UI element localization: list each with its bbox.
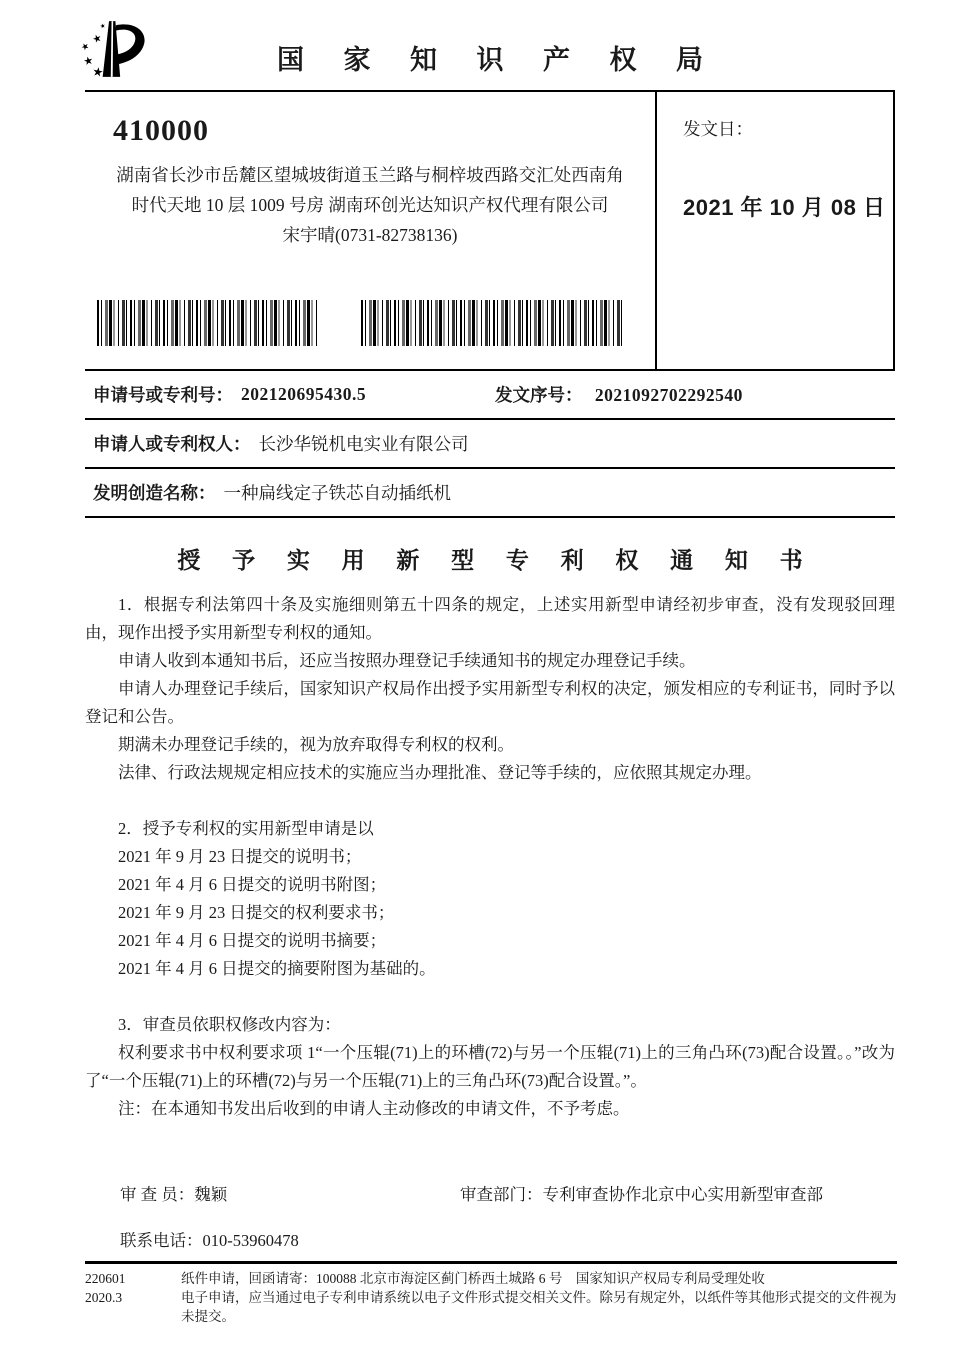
notice-paragraph: 2021 年 9 月 23 日提交的说明书； [118,847,362,866]
notice-paragraph: 2021 年 4 月 6 日提交的说明书附图； [118,875,387,894]
barcode-serial [361,300,625,346]
issue-date-value: 2021 年 10 月 08 日 [683,195,886,220]
notice-paragraph: 申请人收到本通知书后，还应当按照办理登记手续通知书的规定办理登记手续。 [118,651,696,670]
top-section [85,92,895,371]
notice-title: 授 予 实 用 新 型 专 利 权 通 知 书 [177,548,816,573]
department-name: 专利审查协作北京中心实用新型审查部 [542,1185,823,1204]
application-number-label: 申请号或专利号： [93,385,233,405]
notice-paragraph: 权利要求书中权利要求项 1“一个压辊(71)上的环槽(72)与另一个压辊(71)上的三角凸环(73)配合设置。。”改为了“一个压辊(71)上的环槽(72)与另一个压辊(71)上的三角凸环(73)配合设置。”。 [85,1043,895,1090]
notice-body [85,591,895,1123]
form-code: 220601 [85,1271,126,1286]
notice-paragraph: 法律、行政法规规定相应技术的实施应当办理批准、登记等手续的，应依照其规定办理。 [118,763,762,782]
notice-paragraph: 注：在本通知书发出后收到的申请人主动修改的申请文件，不予考虑。 [118,1099,630,1118]
issue-serial-value: 2021092702292540 [594,385,743,405]
applicant-label: 申请人或专利权人： [93,434,251,454]
issue-serial-label: 发文序号： [495,385,583,405]
phone-label: 联系电话： [120,1231,203,1250]
applicant-row [85,420,895,469]
application-number-value: 202120695430.5 [241,384,367,404]
applicant-value: 长沙华锐机电实业有限公司 [258,434,469,454]
issue-date-box [655,92,895,369]
mail-address-block [85,92,655,369]
address-line-3: 宋宇晴(0731-82738136) [282,225,458,245]
notice-paragraph: 2021 年 9 月 23 日提交的权利要求书； [118,903,395,922]
examiner-label: 审 查 员： [120,1185,195,1204]
notice-paragraph: 1．根据专利法第四十条及实施细则第五十四条的规定，上述实用新型申请经初步审查，没有发现驳回理由，现作出授予实用新型专利权的通知。 [85,595,895,642]
issue-date-label: 发文日： [683,119,753,139]
document-footer [85,1261,897,1326]
notice-paragraph: 申请人办理登记手续后，国家知识产权局作出授予实用新型专利权的决定，颁发相应的专利证书，同时予以登记和公告。 [85,679,895,726]
footer-note-electronic: 电子申请，应当通过电子专利申请系统以电子文件形式提交相关文件。除另有规定外，以纸件等其他形式提交的文件视为未提交。 [181,1290,897,1324]
form-version: 2020.3 [85,1290,123,1305]
contact-phone-row [85,1227,895,1251]
postcode: 410000 [113,114,209,147]
address-line-1: 湖南省长沙市岳麓区望城坡街道玉兰路与桐梓坡西路交汇处西南角 [116,165,624,185]
notice-paragraph: 期满未办理登记手续的，视为放弃取得专利权的权利。 [118,735,514,754]
signature-row [85,1181,895,1205]
address-line-2: 时代天地 10 层 1009 号房 湖南环创光达知识产权代理有限公司 [131,195,609,215]
notice-paragraph: 2．授予专利权的实用新型申请是以 [118,819,374,838]
notice-paragraph: 2021 年 4 月 6 日提交的说明书摘要； [118,931,387,950]
barcode-application [97,300,317,346]
application-number-row [85,371,895,420]
examiner-name: 魏颖 [194,1185,228,1204]
invention-title-row [85,469,895,518]
barcode-group [97,300,655,346]
invention-title-value: 一种扁线定子铁芯自动插纸机 [223,483,451,503]
notice-paragraph: 2021 年 4 月 6 日提交的摘要附图为基础的。 [118,959,436,978]
invention-title-label: 发明创造名称： [93,483,216,503]
department-label: 审查部门： [460,1185,543,1204]
phone-number: 010-53960478 [202,1231,299,1250]
document-header [85,0,895,92]
footer-note-paper: 纸件申请，回函请寄：100088 北京市海淀区蓟门桥西土城路 6 号 国家知识产权局专利局受理处收 [181,1271,765,1286]
agency-title: 国 家 知 识 产 权 局 [276,45,719,75]
notice-paragraph: 3．审查员依职权修改内容为： [118,1015,341,1034]
